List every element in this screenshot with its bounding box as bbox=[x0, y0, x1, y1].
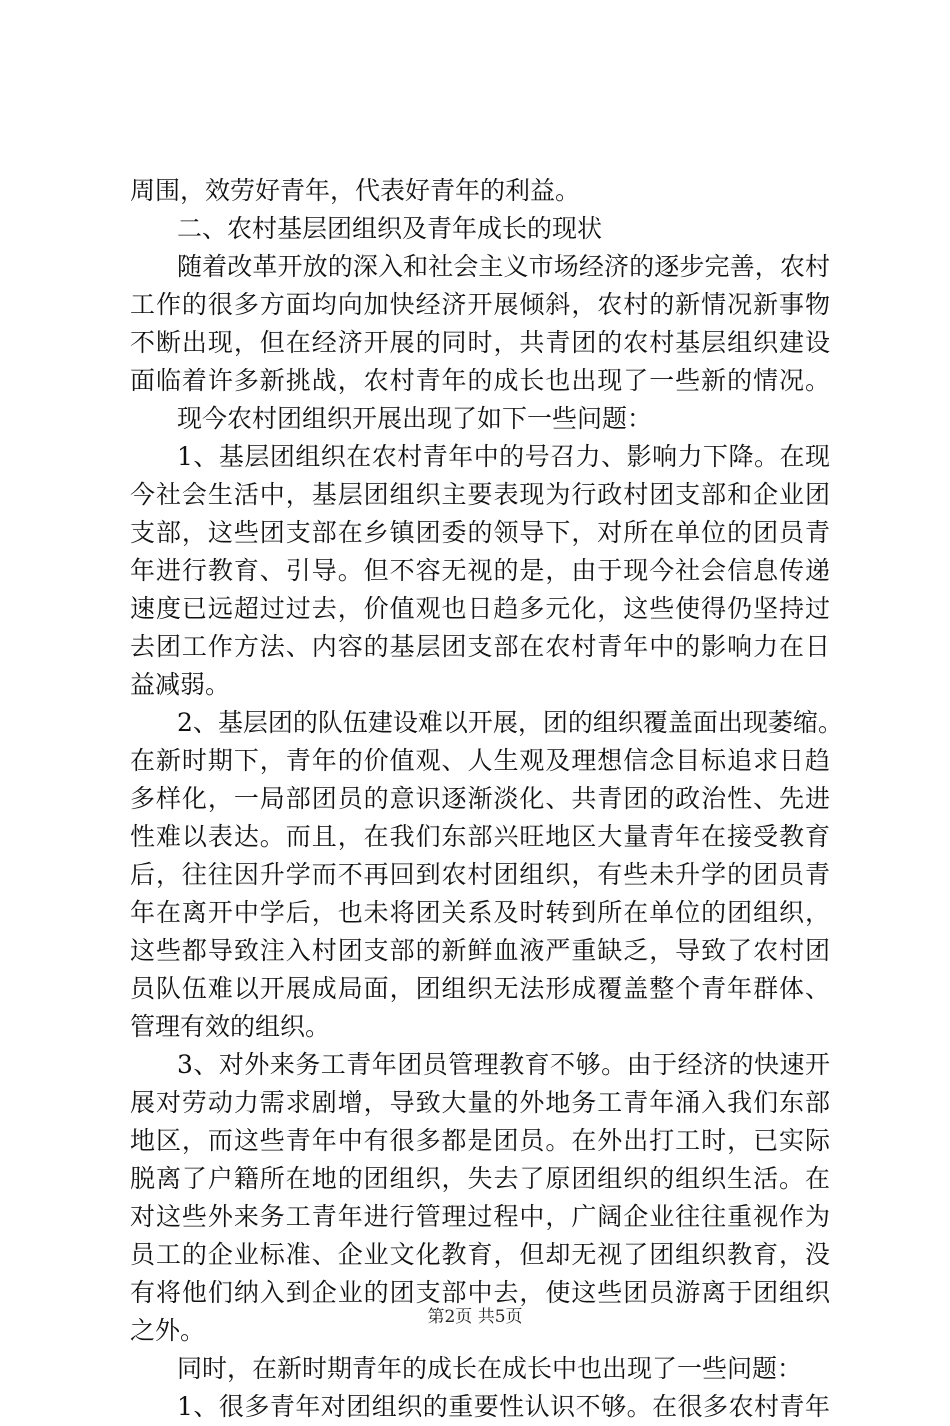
page-number-footer: 第2页 共5页 bbox=[427, 1307, 523, 1327]
text-line: 在新时期下，青年的价值观、人生观及理想信念目标追求日趋 bbox=[130, 746, 830, 775]
text-line: 展对劳动力需求剧增，导致大量的外地务工青年涌入我们东部 bbox=[130, 1088, 830, 1117]
text-line: 同时，在新时期青年的成长在成长中也出现了一些问题： bbox=[177, 1354, 803, 1383]
text-line: 2、基层团的队伍建设难以开展，团的组织覆盖面出现萎缩。 bbox=[177, 708, 843, 737]
text-line: 性难以表达。而且，在我们东部兴旺地区大量青年在接受教育 bbox=[130, 822, 830, 851]
text-line: 这些都导致注入村团支部的新鲜血液严重缺乏，导致了农村团 bbox=[130, 936, 830, 965]
text-line: 员队伍难以开展成局面，团组织无法形成覆盖整个青年群体、 bbox=[130, 974, 830, 1003]
text-line: 后，往往因升学而不再回到农村团组织，有些未升学的团员青 bbox=[130, 860, 830, 889]
text-line: 现今农村团组织开展出现了如下一些问题： bbox=[177, 404, 653, 433]
text-line: 支部，这些团支部在乡镇团委的领导下，对所在单位的团员青 bbox=[130, 518, 830, 547]
text-line: 年在离开中学后，也未将团关系及时转到所在单位的团组织， bbox=[130, 898, 830, 927]
text-line: 年进行教育、引导。但不容无视的是，由于现今社会信息传递 bbox=[130, 556, 830, 585]
text-line: 脱离了户籍所在地的团组织，失去了原团组织的组织生活。在 bbox=[130, 1164, 830, 1193]
text-line: 员工的企业标准、企业文化教育，但却无视了团组织教育，没 bbox=[130, 1240, 830, 1269]
text-line: 有将他们纳入到企业的团支部中去，使这些团员游离于团组织 bbox=[130, 1278, 830, 1307]
text-line: 不断出现，但在经济开展的同时，共青团的农村基层组织建设 bbox=[130, 328, 830, 357]
text-line: 工作的很多方面均向加快经济开展倾斜，农村的新情况新事物 bbox=[130, 290, 830, 319]
text-line: 1、很多青年对团组织的重要性认识不够。在很多农村青年 bbox=[177, 1392, 830, 1421]
text-line: 3、对外来务工青年团员管理教育不够。由于经济的快速开 bbox=[177, 1050, 830, 1079]
text-line: 面临着许多新挑战，农村青年的成长也出现了一些新的情况。 bbox=[130, 366, 830, 395]
text-line: 地区，而这些青年中有很多都是团员。在外出打工时，已实际 bbox=[130, 1126, 830, 1155]
text-line: 去团工作方法、内容的基层团支部在农村青年中的影响力在日 bbox=[130, 632, 830, 661]
text-line: 速度已远超过过去，价值观也日趋多元化，这些使得仍坚持过 bbox=[130, 594, 830, 623]
text-line: 管理有效的组织。 bbox=[130, 1012, 331, 1041]
text-line: 之外。 bbox=[130, 1316, 206, 1345]
text-line: 今社会生活中，基层团组织主要表现为行政村团支部和企业团 bbox=[130, 480, 830, 509]
text-line: 1、基层团组织在农村青年中的号召力、影响力下降。在现 bbox=[177, 442, 830, 471]
text-line: 周围，效劳好青年，代表好青年的利益。 bbox=[130, 176, 581, 205]
text-line: 对这些外来务工青年进行管理过程中，广阔企业往往重视作为 bbox=[130, 1202, 830, 1231]
text-line: 多样化，一局部团员的意识逐渐淡化、共青团的政治性、先进 bbox=[130, 784, 830, 813]
section-heading: 二、农村基层团组织及青年成长的现状 bbox=[177, 214, 603, 243]
text-line: 随着改革开放的深入和社会主义市场经济的逐步完善，农村 bbox=[177, 252, 830, 281]
text-line: 益减弱。 bbox=[130, 670, 231, 699]
